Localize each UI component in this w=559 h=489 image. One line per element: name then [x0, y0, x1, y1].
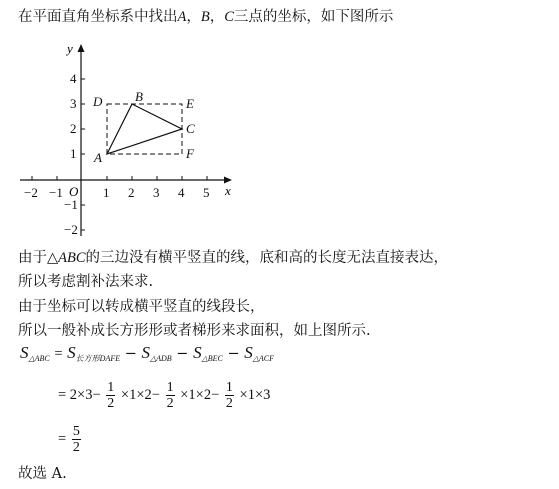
triangle-abc	[107, 104, 182, 154]
result-equals: =	[58, 431, 67, 447]
y-tick-label: 4	[70, 71, 77, 86]
x-tick-label: 3	[153, 185, 160, 200]
p1-triangle: ABC	[58, 250, 86, 266]
x-tick-label: −1	[49, 185, 63, 200]
area-symbol: S	[141, 343, 150, 362]
point-c-label: C	[224, 9, 234, 25]
point-b-label: B	[200, 9, 210, 25]
fraction-one-half: $\frac{1}{2}$	[107, 380, 115, 412]
fraction-five-halves: $\frac{5}{2}$	[72, 424, 80, 456]
origin-label: O	[69, 184, 79, 199]
y-axis-arrow	[78, 44, 85, 52]
point-b: B	[135, 89, 143, 104]
area-symbol: S	[193, 343, 202, 362]
header-suffix: 三点的坐标，如下图所示	[233, 9, 394, 25]
x-tick-label: −2	[24, 185, 38, 200]
x-axis-label: x	[225, 183, 231, 198]
paragraph-1	[18, 248, 448, 268]
point-c: C	[186, 121, 195, 136]
header-sep-1: ，	[186, 9, 201, 25]
area-subscript: △BEC	[201, 354, 223, 363]
formula-line-2	[58, 378, 270, 412]
minus-sign: −	[176, 346, 189, 362]
point-e: E	[186, 96, 194, 111]
y-tick-label: 3	[70, 96, 77, 111]
formula-term-1: ×1×2−	[120, 387, 160, 403]
y-axis-label: y	[67, 41, 73, 56]
area-subscript: △ABC	[28, 354, 50, 363]
conclusion: 故选 A.	[18, 466, 67, 482]
area-subscript: △ADB	[149, 354, 172, 363]
formula-term-3: ×1×3	[239, 387, 271, 403]
x-tick-label: 5	[203, 185, 210, 200]
formula-term-2: ×1×2−	[180, 387, 220, 403]
area-subscript: △ACF	[252, 354, 274, 363]
x-tick-label: 1	[103, 185, 110, 200]
y-tick-label: 2	[70, 121, 77, 136]
formula-line-3	[58, 422, 83, 456]
paragraph-3: 由于坐标可以转成横平竖直的线段长，	[18, 299, 265, 315]
point-a-label: A	[177, 9, 187, 25]
formula-line-1	[20, 343, 274, 369]
area-symbol: S	[244, 343, 253, 362]
y-tick-label: −1	[64, 197, 78, 212]
minus-sign: −	[227, 346, 240, 362]
point-a: A	[94, 150, 102, 165]
x-tick-label: 2	[128, 185, 135, 200]
point-d: D	[93, 94, 103, 109]
area-symbol: S	[67, 343, 76, 362]
equals-sign: =	[54, 346, 63, 362]
area-subscript: 长方形DAFE	[75, 354, 121, 363]
minus-sign: −	[124, 346, 137, 362]
header-prefix: 在平面直角坐标系中找出	[18, 9, 178, 25]
paragraph-2: 所以考虑割补法来求.	[18, 274, 154, 290]
p1-prefix: 由于△	[18, 250, 59, 266]
rectangle-dafe	[107, 104, 182, 154]
y-tick-label: −2	[64, 222, 78, 237]
fraction-one-half: $\frac{1}{2}$	[225, 380, 233, 412]
fraction-one-half: $\frac{1}{2}$	[166, 380, 174, 412]
area-symbol: S	[20, 343, 29, 362]
formula-start: = 2×3−	[58, 387, 101, 403]
point-f: F	[186, 146, 194, 161]
p1-suffix: 的三边没有横平竖直的线，底和高的长度无法直接表达，	[85, 250, 449, 266]
header-sep-2: ，	[209, 9, 225, 25]
x-tick-label: 4	[178, 185, 185, 200]
paragraph-4: 所以一般补成长方形形或者梯形来求面积，如上图所示.	[18, 323, 371, 339]
y-tick-label: 1	[70, 146, 77, 161]
